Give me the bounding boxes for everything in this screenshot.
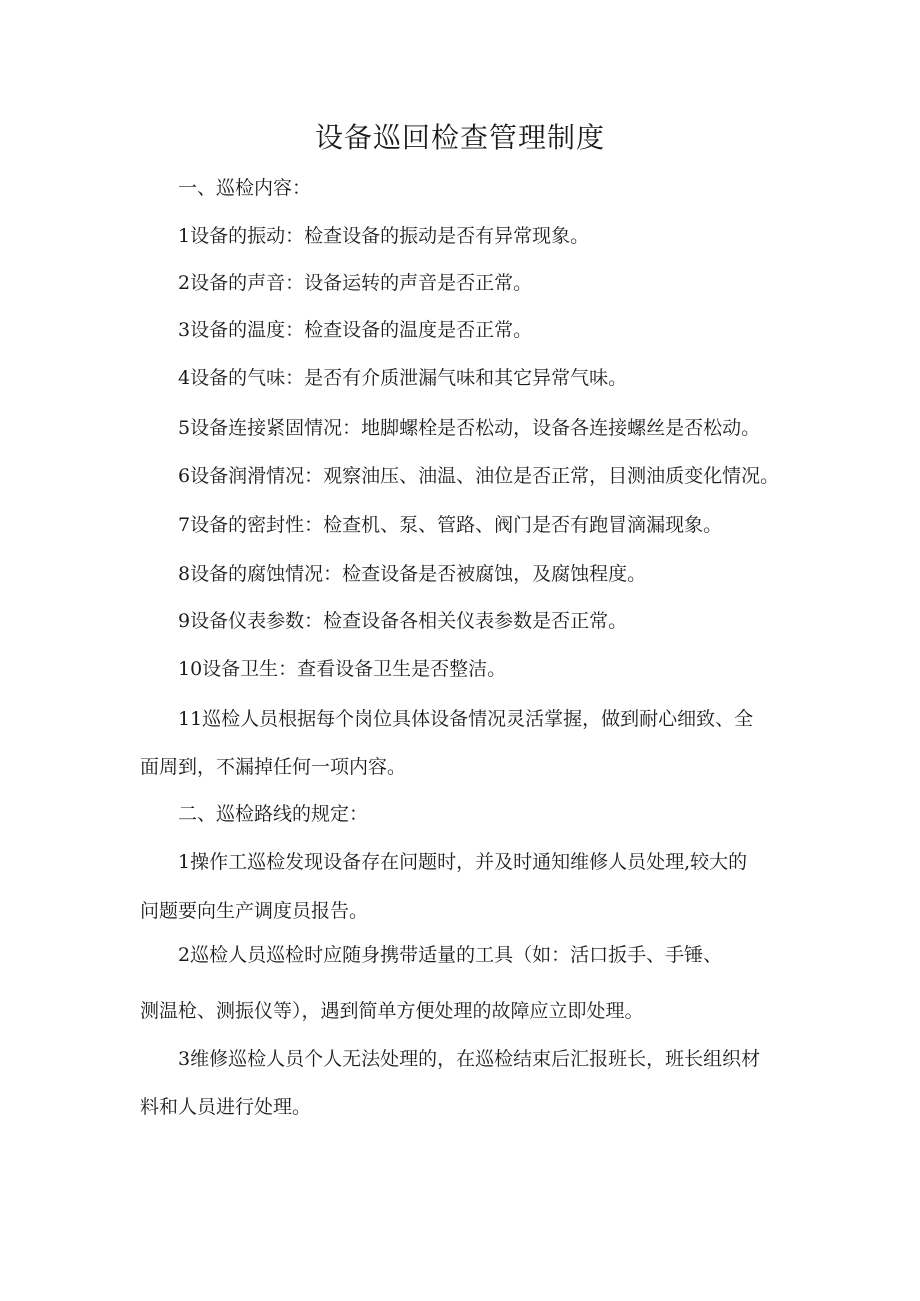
item-5: 5设备连接紧固情况：地脚螺栓是否松动，设备各连接螺丝是否松动。: [178, 417, 761, 439]
item-9: 9设备仪表参数：检查设备各相关仪表参数是否正常。: [178, 610, 628, 632]
item-4: 4设备的气味：是否有介质泄漏气味和其它异常气味。: [178, 367, 628, 389]
rule-3-line1: 3维修巡检人员个人无法处理的，在巡检结束后汇报班长，班长组织材: [178, 1048, 761, 1070]
section2-heading: 二、巡检路线的规定：: [178, 803, 369, 825]
rule-2-line2: 测温枪、测振仪等），遇到简单方便处理的故障应立即处理。: [140, 1000, 644, 1022]
rule-3-line2: 料和人员进行处理。: [140, 1096, 312, 1118]
item-11-line1: 11巡检人员根据每个岗位具体设备情况灵活掌握，做到耐心细致、全: [178, 708, 754, 730]
document-title: 设备巡回检查管理制度: [314, 121, 605, 154]
rule-1-line2: 问题要向生产调度员报告。: [140, 900, 369, 922]
rule-1-line1: 1操作工巡检发现设备存在问题时，并及时通知维修人员处理,较大的: [178, 851, 748, 873]
item-1: 1设备的振动：检查设备的振动是否有异常现象。: [178, 225, 590, 247]
item-7: 7设备的密封性：检查机、泵、管路、阀门是否有跑冒滴漏现象。: [178, 514, 723, 536]
item-10: 10设备卫生：查看设备卫生是否整洁。: [178, 658, 507, 680]
item-8: 8设备的腐蚀情况：检查设备是否被腐蚀，及腐蚀程度。: [178, 563, 647, 585]
section1-heading: 一、巡检内容：: [178, 177, 312, 199]
rule-2-line1: 2巡检人员巡检时应随身携带适量的工具（如：活口扳手、手锤、: [178, 944, 723, 966]
item-11-line2: 面周到，不漏掉任何一项内容。: [140, 756, 407, 778]
item-6: 6设备润滑情况：观察油压、油温、油位是否正常，目测油质变化情况。: [178, 465, 780, 487]
item-2: 2设备的声音：设备运转的声音是否正常。: [178, 272, 533, 294]
item-3: 3设备的温度：检查设备的温度是否正常。: [178, 319, 533, 341]
